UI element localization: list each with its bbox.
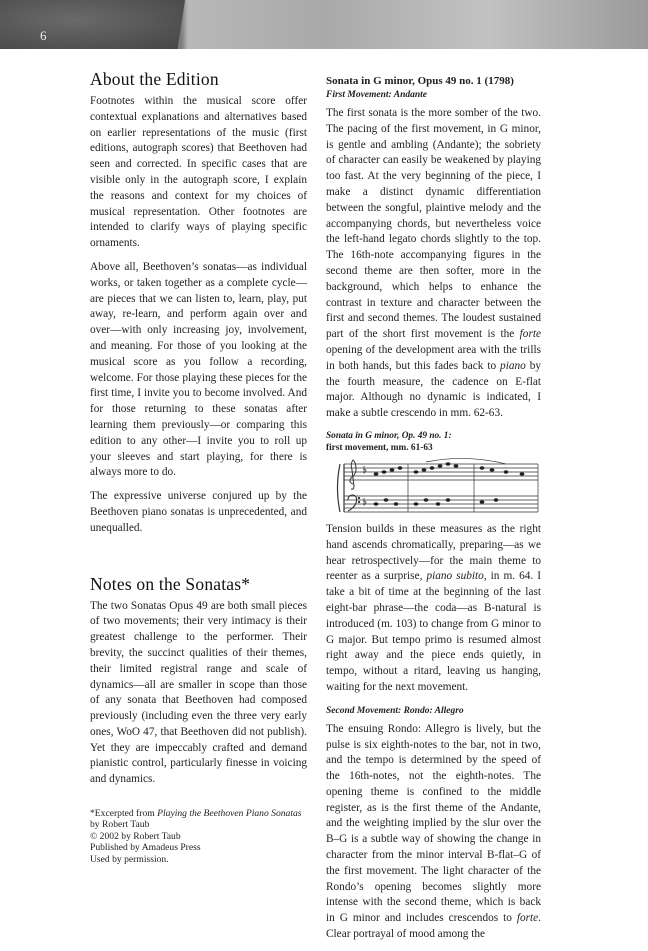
note-head bbox=[382, 470, 387, 473]
italic-text: piano subito bbox=[426, 570, 484, 583]
first-movement-body bbox=[326, 106, 541, 422]
note-head bbox=[394, 502, 399, 505]
note-head bbox=[430, 466, 435, 469]
notes-sonatas-body bbox=[90, 599, 307, 797]
paragraph bbox=[90, 489, 307, 536]
footnote bbox=[90, 796, 320, 865]
example-caption-title: Sonata in G minor, Op. 49 no. 1: bbox=[326, 430, 452, 441]
note-head bbox=[446, 498, 451, 501]
paragraph bbox=[326, 106, 541, 422]
text-run: Above all, Beethoven’s sonatas—as individual works, or taken together as a complete cycle—are pieces that we can listen to, learn, play, put away, re-learn, and perform again over and over—with only increasing joy, involvement, and meaning. For those of you looking at the musical score as you follow a recording, welcome. For those playing these pieces for the first time, I invite you to become involved. And for those returning to these sonatas after learning them previously—or comparing this edition to any other—I invite you to roll up your sleeves and start playing, for there is always more to do. bbox=[90, 260, 307, 479]
text-run: , in m. 64. I take a bit of time at the beginning of the last eight-bar phrase—the coda—as B-natural is introduced (m. 103) to change from G minor to G major. But tempo primo is resumed almost right away and the piece ends quietly, in tempo, without a ritard, leaving us hanging, waiting for the next movement. bbox=[326, 570, 541, 693]
text-run: by the fourth measure, the cadence on E-flat major. Although no dynamic is indicated, I make a subtle crescendo in mm. 62-63. bbox=[326, 359, 541, 420]
paragraph bbox=[326, 722, 541, 943]
movement-heading-1: First Movement: Andante bbox=[326, 90, 427, 100]
italic-text: piano bbox=[500, 359, 526, 372]
page-number: 6 bbox=[40, 28, 47, 43]
note-head bbox=[520, 472, 525, 475]
note-head bbox=[480, 466, 485, 469]
about-edition-body bbox=[90, 94, 307, 545]
footnote-line bbox=[90, 819, 320, 830]
italic-text: Playing the Beethoven Piano Sonatas bbox=[157, 808, 302, 820]
text-run: by Robert Taub bbox=[90, 819, 150, 831]
header-banner bbox=[0, 0, 648, 49]
text-run: Used by permission. bbox=[90, 853, 169, 865]
music-excerpt-score bbox=[326, 458, 541, 518]
excerpt-discussion-body bbox=[326, 522, 541, 696]
note-head bbox=[422, 468, 427, 471]
text-run: Published by Amadeus Press bbox=[90, 842, 201, 854]
text-run: The expressive universe conjured up by the Beethoven piano sonatas is unprecedented, and unequalled. bbox=[90, 490, 307, 534]
movement-heading-2: Second Movement: Rondo: Allegro bbox=[326, 705, 464, 716]
footnote-line bbox=[90, 831, 320, 842]
italic-text: forte bbox=[519, 328, 541, 341]
paragraph bbox=[90, 94, 307, 252]
note-head bbox=[414, 470, 419, 473]
text-run: The first sonata is the more somber of the two. The pacing of the first movement, in G minor, is gentle and ambling (Andante); the sobriety of character can easily be weakened by playing too fast. At the very beginning of the piece, I make a distinct dynamic differentiation between the songful, plaintive melody and the accompanying chords, but nevertheless voice the left-hand legato chords slightly to the top. The 16th-note accompanying figures in the second theme are then softer, more in the background, which helps to enhance the contrast in texture and character between the first and second themes. The loudest sustained part of the short first movement is the bbox=[326, 107, 541, 341]
note-head bbox=[504, 470, 509, 473]
note-head bbox=[436, 502, 441, 505]
text-run: *Excerpted from bbox=[90, 808, 158, 820]
paragraph bbox=[326, 522, 541, 696]
text-run: opening of the development area with the trills in both hands, but this fades back to bbox=[326, 343, 541, 372]
paragraph bbox=[90, 599, 307, 789]
heading-about-edition: About the Edition bbox=[90, 69, 219, 89]
heading-notes-sonatas: Notes on the Sonatas* bbox=[90, 573, 251, 594]
text-run: The ensuing Rondo: Allegro is lively, but the pulse is six eighth-notes to the bar, not in two, and the tempo is determined by the speed of the 16th-notes, not the eighth-notes. The opening theme is confined to the middle register, as is the first theme of the Andante, and the weighting implied by the slur over the B–G is a subtle way of showing the change in character from the minor interval B-flat–G of the first movement. The light character of the Rondo’s opening becomes slightly more intense with the second theme, which is back in G minor and includes crescendos to bbox=[326, 722, 541, 925]
note-head bbox=[384, 498, 389, 501]
note-head bbox=[414, 502, 419, 505]
banner-dark-panel bbox=[0, 0, 185, 49]
sonata-title: Sonata in G minor, Opus 49 no. 1 (1798) bbox=[326, 75, 514, 87]
note-head bbox=[438, 464, 443, 467]
note-head bbox=[390, 468, 395, 471]
note-head bbox=[480, 500, 485, 503]
note-head bbox=[398, 466, 403, 469]
note-head bbox=[374, 502, 379, 505]
note-head bbox=[490, 468, 495, 471]
note-head bbox=[494, 498, 499, 501]
right-column bbox=[326, 74, 541, 951]
footnote-line bbox=[90, 808, 320, 819]
note-head bbox=[454, 464, 459, 467]
note-head bbox=[446, 462, 451, 465]
text-run: © 2002 by Robert Taub bbox=[90, 830, 181, 842]
text-run: Tension builds in these measures as the right hand ascends chromatically, preparing—as we hear retrospectively—for the main theme to reenter as a surprise, bbox=[326, 522, 541, 583]
example-caption-subtitle: first movement, mm. 61-63 bbox=[326, 442, 433, 453]
footnote-line bbox=[90, 842, 320, 853]
footnote-line bbox=[90, 854, 320, 865]
note-head bbox=[424, 498, 429, 501]
note-head bbox=[374, 472, 379, 475]
paragraph bbox=[90, 260, 307, 481]
text-run: The two Sonatas Opus 49 are both small pieces of two movements; their very intimacy is their greatest challenge to the performer. Their brevity, the succinct qualities of their themes, their limited registral range and scale of dynamics—all are smaller in scope than those of any sonata that Beethoven had composed previously (including even the three very early ones, WoO 47, that Beethoven did not publish). Yet they are impeccably crafted and demand pianistic control, particularly finesse in voicing and dynamics. bbox=[90, 599, 307, 786]
text-run: . Clear portrayal of mood among the bbox=[326, 912, 541, 941]
text-run: Footnotes within the musical score offer contextual explanations and alternatives based on earlier representations of the music (first editions, autograph scores) that Beethoven had seen and corrected. In specific cases that are visible only in the autograph score, I explain the reasons and context for my choices of musical representation. Other footnotes are intended to clarify ways of playing specific ornaments. bbox=[90, 95, 307, 250]
second-movement-body bbox=[326, 722, 541, 943]
left-column bbox=[90, 68, 307, 865]
italic-text: forte bbox=[516, 912, 539, 925]
